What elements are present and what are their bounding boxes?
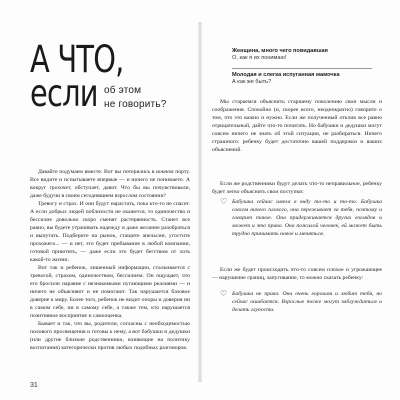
dialog-entry [232,72,382,86]
dialog-divider [232,68,372,69]
paragraph: Тревогу и страх. И они будут нарастать, пока кто-то не спасет. А если добрых людей поблизости не окажется, то одиночество и бессилие довольно скоро сменят растерянность. Станет все равно, вы будете утрачивать надежду и даже желание разобраться и выпутать. Подберите на рынок, стащите апельсин, угостите прохожего... — и нет, это будет пребывание в любой компании, готовой приютить, — даже если это будет бегством от хоть какой-то жизни. [30,201,190,263]
right-body-text-3 [212,266,382,282]
dialog-speaker: Молодая и слегка испуганная мамочка [232,72,340,78]
paragraph: Бывает и так, что вы, родители, согласны с необходимостью полового просвещения и готовы к нему, а вот бабушки и дедушки (или другие близкие родственники, влияющие на политику воспитания) категорически против любых подобных разговоров. [30,321,190,351]
title-subtitle-line-2: не говорить? [104,99,167,110]
title-subtitle-line-1: об этом [104,85,142,96]
left-body-text [30,168,190,352]
heart-icon: ♡ [220,289,228,298]
dialog-entry [232,48,382,62]
right-body-text-1 [212,98,382,154]
title-line-1: А ЧТО, [30,38,124,81]
heart-icon: ♡ [220,197,228,206]
quote-block-1 [232,198,382,238]
quote-text: Бабушка сейчас имела в виду то-то и то-то. Бабушка совсем ничего плохого, она переживает за тебя, поэтому и говорит такое. Она придерживается других взглядов и может и это право. Она пожилой человек, ей может быть трудно принимать новое и меняться. [232,199,382,237]
quote-text: Бабушка не права. Она очень хорошая и любит тебя, но сейчас ошибается. Взрослые тоже могут заблуждаться и делать глупости. [232,291,382,313]
chapter-title [30,38,195,115]
paragraph: Давайте подумаем вместе. Вот вы потерялись в южном порту. Все видите и испытываете впервые — и ничего не понимаете. А вокруг грохочет, обступает, давит. Что бы вы почувствовали, даже будучи в своем сегодняшнем взрослом состоянии? [30,169,190,199]
quote-block-2 [232,290,382,314]
paragraph: Если же родственники будут делать что-то неправильное, ребенку будет легко объяснить свои поступки: [212,181,382,195]
right-body-text-2 [212,180,382,196]
dialog-speaker: Женщина, много чего повидавшая [232,48,328,54]
paragraph: Мы стараемся объяснить старшему поколению свои мысли и соображения. Спокойно (и, скорее всего, неоднократно) говорите о том, что это важно и нужно. Если же полученный отклик все равно отрицательный, дайте что-то почитать. Но бабушки и дедушки могут совсем ничего не знать об этой ситуации, не разбираться. Ничего страшного: ребенку будет достаточно вашей поддержки и ваших объяснений. [212,99,382,153]
title-subtitle [104,84,167,112]
paragraph: Вот так и ребенок, лишенный информации, сталкивается с тревогой, страхом, одиночеством, бессилием. Он ощущает, что его бросили наравне с незнакомыми пугающими реалиями — и ничего не объясняют и не помогают. Так нарушается базовое доверие к миру. Более того, ребенок не видит опоры и доверия ни в самом себе, ни в самому себе, а также тем, кто нарушается позитивное восприятие и самооценка. [30,265,190,319]
paragraph: Если же будет происходить что-то совсем плохое и угрожающее — нарушение границ, запугивание, то можно сказать ребенку: [212,267,382,281]
page-number: 31 [30,382,38,389]
dialog-block [232,48,382,92]
dialog-speech: А как же быть? [232,79,272,85]
dialog-speech: О, как я их понимаю! [232,55,287,61]
title-line-2: если [30,72,98,115]
